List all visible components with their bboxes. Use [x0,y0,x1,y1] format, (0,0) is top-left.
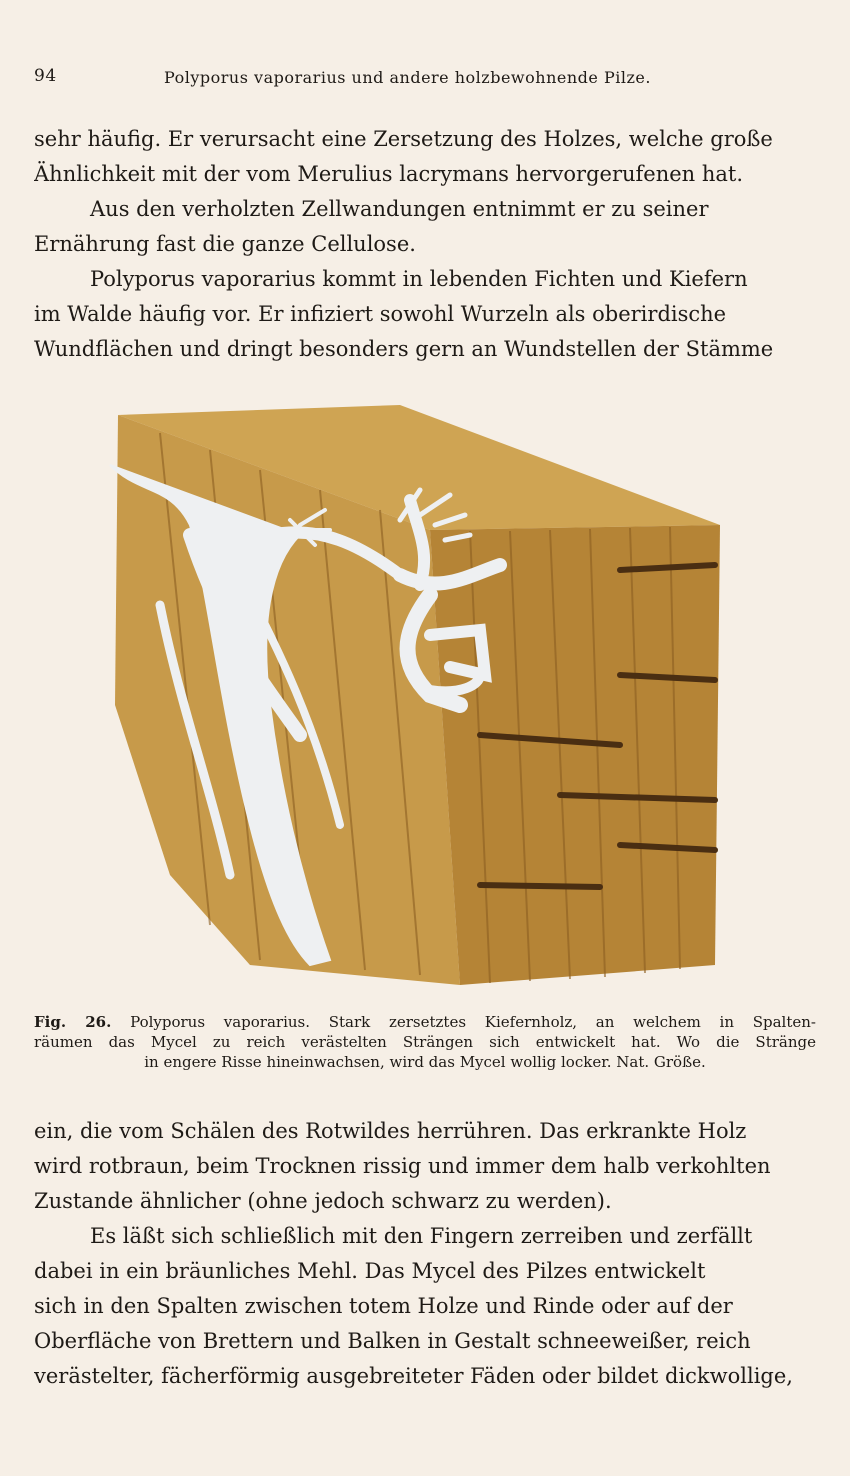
caption-line: räumen das Mycel zu reich verästelten Strängen sich entwickelt hat. Wo die Stränge [34,1033,816,1051]
text-line: wird rotbraun, beim Trocknen rissig und immer dem halb verkohlten [34,1154,771,1178]
text-line: Oberfläche von Brettern und Balken in Gestalt schneeweißer, reich [34,1329,751,1353]
text-line: Ähnlichkeit mit der vom Merulius lacrymans hervorgerufenen hat. [34,162,744,186]
text-line: Wundflächen und dringt besonders gern an Wundstellen der Stämme [34,337,774,361]
page-header [34,62,814,92]
paragraph [34,1114,816,1219]
text-line: Aus den verholzten Zellwandungen entnimmt er zu seiner [90,197,709,221]
figure-wood-block [100,405,740,995]
bottom-text-block [34,1114,816,1394]
paragraph [34,1219,816,1394]
text-line: Zustande ähnlicher (ohne jedoch schwarz zu werden). [34,1189,612,1213]
paragraph [34,122,816,192]
top-text-block [34,122,816,367]
paragraph [34,262,816,367]
text-line: ein, die vom Schälen des Rotwildes herrühren. Das erkrankte Holz [34,1119,747,1143]
page-number: 94 [34,66,57,86]
figure-caption [34,1012,816,1072]
running-title: Polyporus vaporarius und andere holzbewohnende Pilze. [164,68,651,87]
text-line: im Walde häufig vor. Er infiziert sowohl Wurzeln als oberirdische [34,302,727,326]
text-line: Es läßt sich schließlich mit den Fingern zerreiben und zerfällt [90,1224,753,1248]
text-line: Ernährung fast die ganze Cellulose. [34,232,416,256]
text-line: sich in den Spalten zwischen totem Holze und Rinde oder auf der [34,1294,733,1318]
text-line: dabei in ein bräunliches Mehl. Das Mycel des Pilzes entwickelt [34,1259,706,1283]
text-line: verästelter, fächerförmig ausgebreiteter Fäden oder bildet dickwollige, [34,1364,793,1388]
caption-line [34,1012,816,1032]
text-line: sehr häufig. Er verursacht eine Zersetzung des Holzes, welche große [34,127,773,151]
figure-label: Fig. 26. [34,1013,112,1031]
caption-line: in engere Risse hineinwachsen, wird das Mycel wollig locker. Nat. Größe. [144,1053,706,1071]
caption-text: Polyporus vaporarius. Stark zersetztes Kiefernholz, an welchem in Spalten- [130,1013,816,1031]
wood-block-illustration [100,405,740,995]
text-line: Polyporus vaporarius kommt in lebenden Fichten und Kiefern [90,267,748,291]
paragraph [34,192,816,262]
